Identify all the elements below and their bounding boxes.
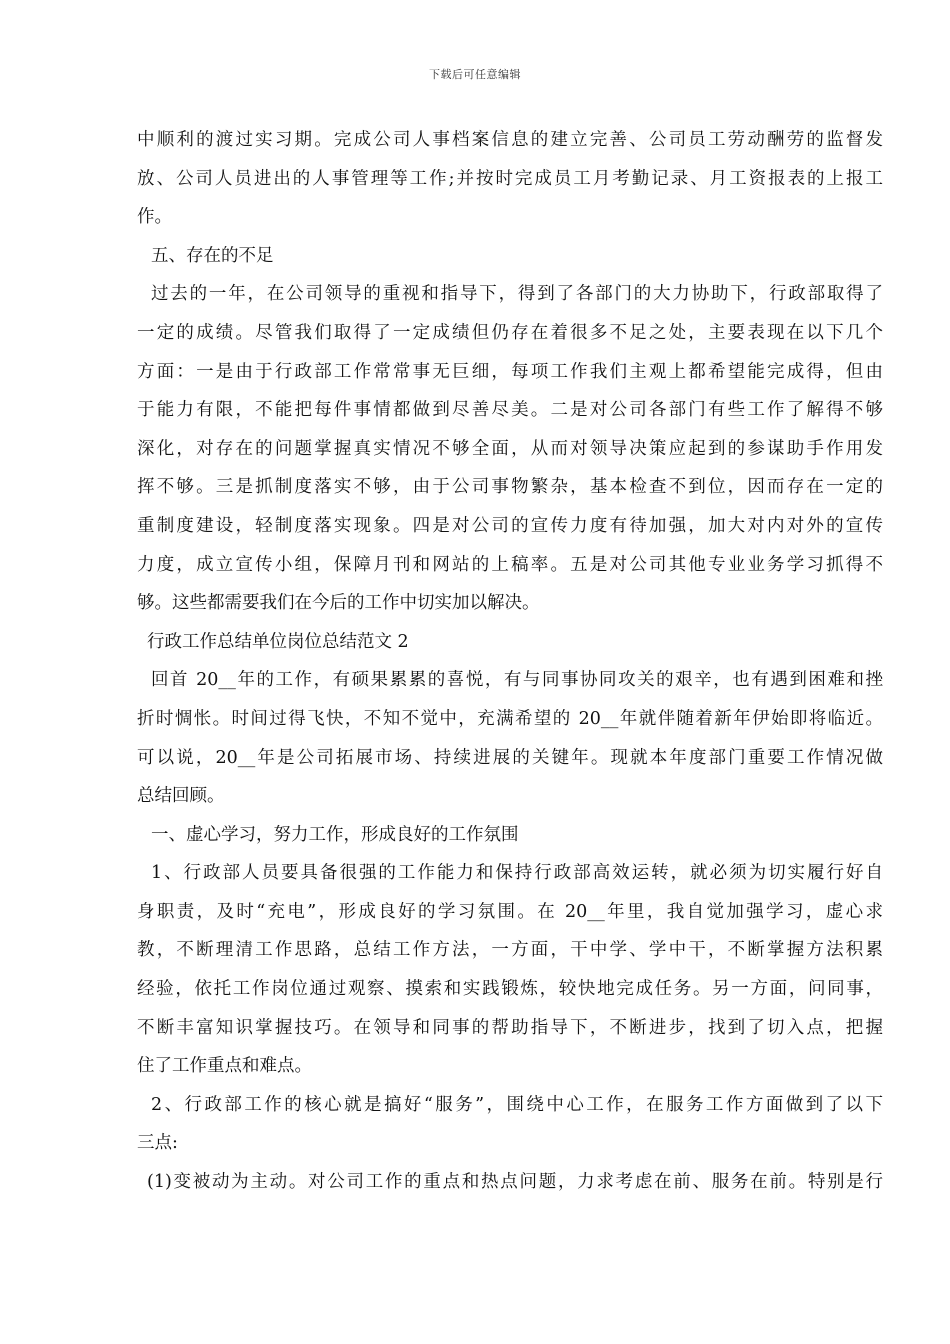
body-line: 方面：一是由于行政部工作常常事无巨细，每项工作我们主观上都希望能完成得，但由 [137,361,883,382]
body-line: 够。这些都需要我们在今后的工作中切实加以解决。 [137,593,540,614]
body-line: 回首 20__年的工作，有硕果累累的喜悦，有与同事协同攻关的艰辛，也有遇到困难和挫 [151,670,883,691]
section-heading: 一、虚心学习，努力工作，形成良好的工作氛围 [151,824,519,845]
body-line: 三点: [137,1133,178,1154]
body-line: 经验，依托工作岗位通过观察、摸索和实践锻炼，较快地完成任务。另一方面，问同事， [137,979,883,1000]
body-line: 教，不断理清工作思路，总结工作方法，一方面，干中学、学中干，不断掌握方法积累 [137,940,883,961]
body-line: 重制度建设，轻制度落实现象。四是对公司的宣传力度有待加强，加大对内对外的宣传 [137,515,883,536]
body-line: 身职责，及时“充电”，形成良好的学习氛围。在 20__年里，我自觉加强学习，虚心求 [137,901,883,922]
body-line: 2、行政部工作的核心就是搞好“服务”，围绕中心工作，在服务工作方面做到了以下 [151,1094,883,1115]
body-line: 放、公司人员进出的人事管理等工作;并按时完成员工月考勤记录、月工资报表的上报工 [137,168,883,189]
body-line: 一定的成绩。尽管我们取得了一定成绩但仍存在着很多不足之处，主要表现在以下几个 [137,322,883,343]
body-line: 折时惆怅。时间过得飞快，不知不觉中，充满希望的 20__年就伴随着新年伊始即将临近。 [137,708,883,729]
body-line: 中顺利的渡过实习期。完成公司人事档案信息的建立完善、公司员工劳动酬劳的监督发 [137,130,883,150]
body-line: 力度，成立宣传小组，保障月刊和网站的上稿率。五是对公司其他专业业务学习抓得不 [137,554,883,575]
body-line: 过去的一年，在公司领导的重视和指导下，得到了各部门的大力协助下，行政部取得了 [151,284,883,305]
article-title: 行政工作总结单位岗位总结范文 2 [147,631,409,652]
body-line: 住了工作重点和难点。 [137,1056,312,1077]
document-body [137,121,883,1202]
section-heading: 五、存在的不足 [151,245,274,266]
body-line: 作。 [137,207,172,228]
body-line: 1、行政部人员要具备很强的工作能力和保持行政部高效运转，就必须为切实履行好自 [151,863,883,884]
body-line: 于能力有限，不能把每件事情都做到尽善尽美。二是对公司各部门有些工作了解得不够 [137,400,883,421]
page-header: 下载后可任意编辑 [429,68,521,81]
body-line: (1)变被动为主动。对公司工作的重点和热点问题，力求考虑在前、服务在前。特别是行 [147,1172,883,1193]
body-line: 挥不够。三是抓制度落实不够，由于公司事物繁杂，基本检查不到位，因而存在一定的 [137,477,883,498]
body-line: 可以说，20__年是公司拓展市场、持续进展的关键年。现就本年度部门重要工作情况做 [137,747,883,768]
body-line: 不断丰富知识掌握技巧。在领导和同事的帮助指导下，不断进步，找到了切入点，把握 [137,1017,883,1038]
body-line: 总结回顾。 [137,786,225,807]
body-line: 深化，对存在的问题掌握真实情况不够全面，从而对领导决策应起到的参谋助手作用发 [137,438,883,459]
